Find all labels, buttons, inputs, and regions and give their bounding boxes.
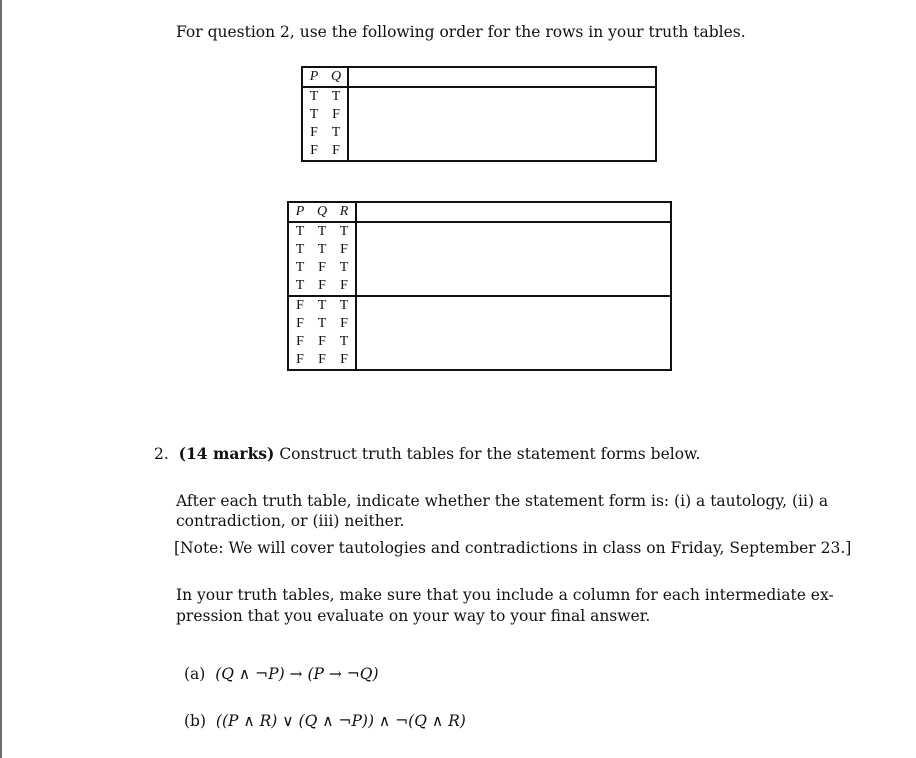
truth-table-two-variables	[301, 66, 657, 162]
answer-cell	[356, 259, 671, 277]
table-cell: T	[288, 222, 311, 241]
table-cell: F	[288, 351, 311, 370]
table-cell: F	[325, 142, 348, 161]
answer-cell	[356, 277, 671, 296]
table-cell: F	[325, 106, 348, 124]
answer-column-header	[348, 67, 656, 87]
table-cell: F	[318, 334, 326, 349]
header-cell: Q	[325, 67, 348, 87]
table-cell: T	[302, 106, 325, 124]
table-cell: F	[333, 277, 356, 296]
table-row	[288, 241, 671, 259]
table-cell: F	[288, 296, 311, 315]
table-cell: T	[333, 222, 356, 241]
page-left-edge	[0, 0, 2, 758]
table-header-row	[288, 202, 671, 222]
answer-cell	[356, 222, 671, 241]
answer-cell	[348, 87, 656, 106]
table-cell: T	[333, 296, 356, 315]
table-header-row	[302, 67, 656, 87]
table-row	[288, 333, 671, 351]
table-cell: T	[288, 241, 311, 259]
answer-cell	[356, 296, 671, 315]
part-a	[184, 664, 379, 685]
part-b-label: (b)	[184, 712, 207, 730]
table-cell: F	[311, 277, 333, 296]
table-cell: F	[333, 241, 356, 259]
instruction-line-1: After each truth table, indicate whether the statement form is: (i) a tautology, (ii) a	[176, 492, 829, 510]
table-cell: F	[311, 351, 333, 370]
question-marks: (14 marks)	[178, 444, 275, 463]
table-cell: F	[302, 124, 325, 142]
table-cell: F	[318, 260, 326, 275]
table-row	[302, 124, 656, 142]
answer-cell	[356, 315, 671, 333]
table-cell: T	[302, 87, 325, 106]
part-b-formula: ((P ∧ R) ∨ (Q ∧ ¬P)) ∧ ¬(Q ∧ R)	[215, 712, 466, 730]
part-a-label: (a)	[184, 665, 206, 683]
question-heading	[154, 443, 700, 465]
table-cell: T	[288, 277, 311, 296]
table-row	[302, 87, 656, 106]
columns-instruction-line-2: pression that you evaluate on your way to your final answer.	[176, 607, 651, 625]
table-cell: T	[333, 259, 356, 277]
table-cell: T	[317, 316, 327, 331]
intro-text: For question 2, use the following order for the rows in your truth tables.	[176, 23, 746, 41]
table-cell: F	[302, 142, 325, 161]
answer-cell	[348, 124, 656, 142]
table-row	[288, 296, 671, 315]
instruction-line-2: contradiction, or (iii) neither.	[176, 512, 405, 530]
table-cell: T	[325, 124, 348, 142]
table-cell: T	[317, 224, 327, 239]
table-cell: T	[317, 298, 327, 313]
truth-table-three-variables	[287, 201, 672, 371]
table-row	[288, 351, 671, 370]
table-cell: F	[288, 333, 311, 351]
question-statement: Construct truth tables for the statement forms below.	[279, 445, 701, 463]
note-text: [Note: We will cover tautologies and contradictions in class on Friday, September 23.]	[174, 539, 852, 557]
header-cell: Q	[311, 202, 333, 222]
table-cell: T	[333, 333, 356, 351]
table-row	[302, 142, 656, 161]
table-row	[288, 277, 671, 296]
table-cell: F	[333, 351, 356, 370]
table-cell: T	[317, 242, 327, 257]
header-cell: P	[302, 67, 325, 87]
table-row	[288, 259, 671, 277]
table-row	[302, 106, 656, 124]
table-cell: F	[288, 315, 311, 333]
answer-cell	[348, 142, 656, 161]
header-cell: P	[288, 202, 311, 222]
header-cell: R	[333, 202, 356, 222]
answer-column-header	[356, 202, 671, 222]
table-cell: T	[325, 87, 348, 106]
answer-cell	[356, 241, 671, 259]
table-cell: T	[288, 259, 311, 277]
table-row	[288, 222, 671, 241]
table-row	[288, 315, 671, 333]
answer-cell	[356, 333, 671, 351]
question-number: 2.	[154, 445, 169, 463]
columns-instruction-line-1: In your truth tables, make sure that you include a column for each intermediate ex-	[176, 586, 834, 604]
answer-cell	[356, 351, 671, 370]
part-b	[184, 711, 466, 732]
answer-cell	[348, 106, 656, 124]
table-cell: F	[333, 315, 356, 333]
part-a-formula: (Q ∧ ¬P) → (P → ¬Q)	[215, 665, 379, 683]
